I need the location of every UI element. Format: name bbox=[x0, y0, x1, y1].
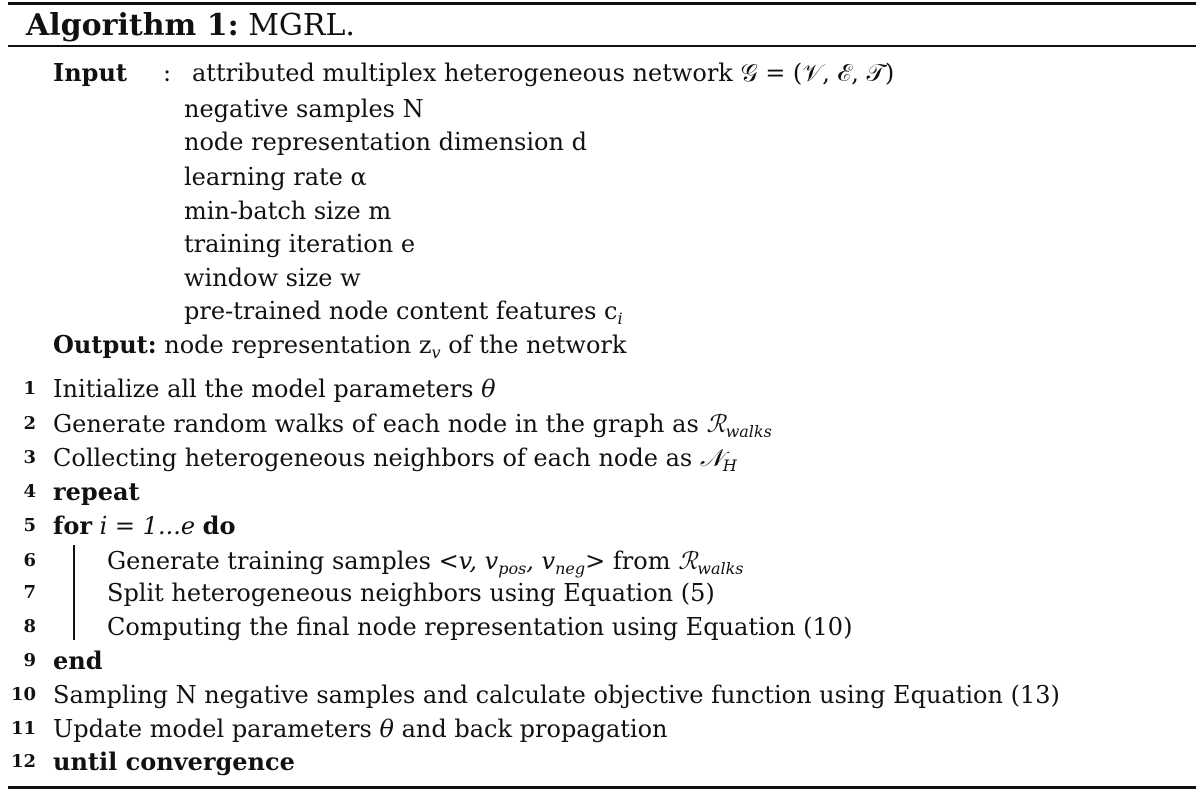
step-math: , v bbox=[526, 547, 556, 575]
step-number: 8 bbox=[23, 616, 36, 637]
input-item: min-batch size m bbox=[184, 197, 392, 225]
step-line bbox=[107, 546, 744, 576]
keyword-until: until convergence bbox=[53, 747, 295, 776]
step-subscript: walks bbox=[725, 422, 772, 441]
step-line bbox=[53, 374, 496, 404]
input-item: node representation dimension d bbox=[184, 128, 587, 156]
keyword-do: do bbox=[202, 511, 236, 540]
step-text: Generate training samples bbox=[107, 547, 431, 575]
step-math: ℛ bbox=[678, 547, 698, 575]
input-item: training iteration e bbox=[184, 230, 416, 258]
step-text: Generate random walks of each node in the graph as bbox=[53, 410, 699, 438]
step-subscript: walks bbox=[697, 559, 744, 578]
algorithm-label: Algorithm 1: bbox=[26, 8, 239, 43]
step-number: 9 bbox=[23, 650, 36, 671]
step-math: ℛ bbox=[706, 410, 726, 438]
input-item: window size w bbox=[184, 264, 361, 292]
step-line bbox=[53, 646, 103, 676]
input-item-text: pre-trained node content features c bbox=[184, 297, 618, 325]
step-line bbox=[53, 714, 668, 744]
step-line bbox=[53, 443, 737, 473]
step-line bbox=[107, 578, 715, 608]
step-number: 5 bbox=[23, 515, 36, 536]
step-line bbox=[107, 612, 852, 642]
output-text: node representation z bbox=[164, 331, 432, 359]
step-line bbox=[53, 747, 295, 777]
step-text: Update model parameters bbox=[53, 715, 372, 743]
step-subscript: neg bbox=[555, 559, 586, 578]
keyword-for: for bbox=[53, 511, 92, 540]
step-line bbox=[53, 511, 235, 541]
step-number: 1 bbox=[23, 378, 36, 399]
output-suffix: of the network bbox=[448, 331, 627, 359]
bottom-rule bbox=[8, 786, 1196, 789]
step-number: 4 bbox=[23, 481, 36, 502]
step-math: > bbox=[585, 547, 606, 575]
step-line bbox=[53, 680, 1060, 710]
step-text: from bbox=[612, 547, 671, 575]
step-text: and back propagation bbox=[401, 715, 668, 743]
keyword-repeat: repeat bbox=[53, 477, 140, 506]
step-text: Sampling N negative samples and calculate objective function using Equation (13) bbox=[53, 681, 1060, 709]
input-label: Input bbox=[53, 58, 127, 87]
output-line bbox=[53, 330, 626, 360]
step-math: θ bbox=[379, 715, 394, 743]
step-text: Computing the final node representation using Equation (10) bbox=[107, 613, 853, 641]
step-subscript: H bbox=[722, 456, 737, 475]
keyword-end: end bbox=[53, 646, 103, 675]
step-line bbox=[53, 477, 140, 507]
step-number: 11 bbox=[10, 718, 36, 739]
input-item: negative samples N bbox=[184, 95, 424, 123]
step-math: i = 1...e bbox=[99, 512, 196, 540]
step-number: 6 bbox=[23, 550, 36, 571]
step-math: 𝒩 bbox=[699, 444, 723, 472]
step-number: 3 bbox=[23, 447, 36, 468]
output-subscript: v bbox=[431, 343, 441, 362]
step-text: Split heterogeneous neighbors using Equation (5) bbox=[107, 579, 715, 607]
loop-body-bar bbox=[73, 545, 75, 640]
step-number: 10 bbox=[10, 684, 36, 705]
step-math: <v, v bbox=[438, 547, 499, 575]
algorithm-title bbox=[26, 8, 355, 44]
step-text: Initialize all the model parameters bbox=[53, 375, 474, 403]
algorithm-name: MGRL. bbox=[248, 8, 355, 43]
step-subscript: pos bbox=[498, 559, 527, 578]
step-text: Collecting heterogeneous neighbors of each node as bbox=[53, 444, 693, 472]
input-item: attributed multiplex heterogeneous network 𝒢 = (𝒱, ℰ, 𝒯) bbox=[192, 59, 895, 87]
input-label-line bbox=[53, 58, 127, 88]
step-line bbox=[53, 409, 772, 439]
step-math: θ bbox=[481, 375, 496, 403]
top-rule bbox=[8, 2, 1196, 5]
input-item: learning rate α bbox=[184, 163, 367, 191]
step-number: 12 bbox=[10, 751, 36, 772]
title-rule bbox=[8, 45, 1196, 47]
input-item-content-features bbox=[184, 296, 623, 326]
input-item-subscript: i bbox=[617, 309, 623, 328]
input-separator: : bbox=[163, 59, 172, 87]
step-number: 7 bbox=[23, 582, 36, 603]
step-number: 2 bbox=[23, 413, 36, 434]
output-label: Output: bbox=[53, 330, 157, 359]
